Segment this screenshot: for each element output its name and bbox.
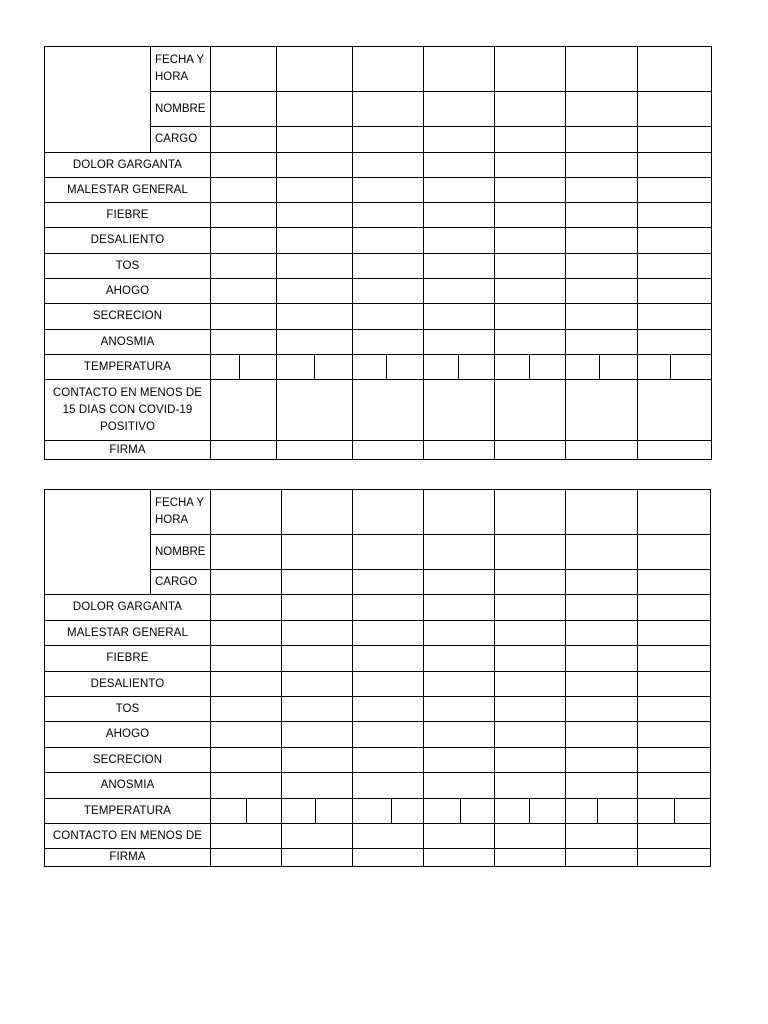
temperature-cell[interactable] (566, 799, 638, 824)
firma-cell[interactable] (495, 441, 566, 460)
symptom-cell[interactable] (353, 773, 424, 799)
temperature-cell[interactable] (638, 355, 712, 380)
fecha-hora-cell[interactable] (424, 47, 495, 92)
symptom-cell[interactable] (211, 330, 277, 355)
firma-cell[interactable] (353, 849, 424, 867)
temperature-cell[interactable] (495, 799, 566, 824)
symptom-cell[interactable] (282, 672, 353, 697)
symptom-cell[interactable] (282, 773, 353, 799)
symptom-cell[interactable] (211, 228, 277, 254)
firma-cell[interactable] (566, 849, 638, 867)
symptom-cell[interactable] (424, 228, 495, 254)
symptom-cell[interactable] (566, 773, 638, 799)
contacto-cell[interactable] (282, 824, 353, 849)
dolor-garganta-row (45, 595, 711, 621)
fecha-hora-cell[interactable] (566, 47, 638, 92)
symptom-cell[interactable] (566, 153, 638, 178)
symptom-cell[interactable] (566, 304, 638, 330)
fecha-hora-cell[interactable] (495, 490, 566, 535)
fecha-hora-cell[interactable] (638, 490, 711, 535)
symptom-cell[interactable] (495, 621, 566, 646)
fecha-hora-cell[interactable] (211, 490, 282, 535)
cargo-cell[interactable] (495, 570, 566, 595)
malestar-general-label: MALESTAR GENERAL (45, 621, 211, 646)
tos-row (45, 697, 711, 722)
nombre-cell[interactable] (566, 535, 638, 570)
nombre-cell[interactable] (353, 535, 424, 570)
fecha-hora-cell[interactable] (424, 490, 495, 535)
firma-cell[interactable] (424, 441, 495, 460)
symptom-cell[interactable] (566, 228, 638, 254)
symptom-cell[interactable] (211, 254, 277, 279)
firma-cell[interactable] (424, 849, 495, 867)
temperature-cell[interactable] (566, 355, 638, 380)
symptom-cell[interactable] (495, 672, 566, 697)
cargo-cell[interactable] (638, 127, 712, 153)
contacto-cell[interactable] (353, 824, 424, 849)
malestar-general-label: MALESTAR GENERAL (45, 178, 211, 203)
firma-cell[interactable] (211, 441, 277, 460)
nombre-cell[interactable] (638, 535, 711, 570)
symptom-cell[interactable] (211, 697, 282, 722)
nombre-label: NOMBRE (151, 535, 211, 570)
symptom-cell[interactable] (424, 254, 495, 279)
tos-label: TOS (45, 254, 211, 279)
symptom-cell[interactable] (495, 748, 566, 773)
nombre-cell[interactable] (424, 535, 495, 570)
symptom-cell[interactable] (353, 697, 424, 722)
symptom-cell[interactable] (424, 203, 495, 228)
symptom-cell[interactable] (495, 722, 566, 748)
fiebre-label: FIEBRE (45, 646, 211, 672)
symptom-cell[interactable] (282, 748, 353, 773)
symptom-cell[interactable] (282, 646, 353, 672)
firma-label: FIRMA (45, 441, 211, 460)
symptom-cell[interactable] (424, 279, 495, 304)
symptom-cell[interactable] (424, 748, 495, 773)
symptom-cell[interactable] (211, 672, 282, 697)
symptom-cell[interactable] (495, 304, 566, 330)
symptom-cell[interactable] (424, 621, 495, 646)
contacto-cell[interactable] (424, 380, 495, 441)
desaliento-label: DESALIENTO (45, 672, 211, 697)
symptom-cell[interactable] (495, 279, 566, 304)
temperatura-label: TEMPERATURA (45, 799, 211, 824)
symptom-cell[interactable] (211, 279, 277, 304)
malestar-general-row (45, 178, 712, 203)
secrecion-label: SECRECION (45, 748, 211, 773)
contacto-row (45, 824, 711, 849)
symptom-cell[interactable] (277, 254, 353, 279)
contacto-cell[interactable] (211, 824, 282, 849)
contacto-cell[interactable] (495, 824, 566, 849)
nombre-cell[interactable] (566, 92, 638, 127)
symptom-cell[interactable] (277, 153, 353, 178)
secrecion-label: SECRECION (45, 304, 211, 330)
fiebre-row (45, 203, 712, 228)
firma-cell[interactable] (638, 849, 711, 867)
symptom-cell[interactable] (353, 279, 424, 304)
temperatura-row (45, 799, 711, 824)
symptom-cell[interactable] (353, 672, 424, 697)
firma-row (45, 849, 711, 867)
symptom-cell[interactable] (638, 228, 712, 254)
ahogo-label: AHOGO (45, 722, 211, 748)
symptom-cell[interactable] (638, 203, 712, 228)
symptom-cell[interactable] (424, 330, 495, 355)
cargo-cell[interactable] (566, 570, 638, 595)
symptom-cell[interactable] (424, 304, 495, 330)
nombre-label: NOMBRE (151, 92, 211, 127)
ahogo-row (45, 279, 712, 304)
dolor-garganta-label: DOLOR GARGANTA (45, 595, 211, 621)
ahogo-label: AHOGO (45, 279, 211, 304)
anosmia-row (45, 773, 711, 799)
symptom-cell[interactable] (424, 178, 495, 203)
fecha-hora-cell[interactable] (495, 47, 566, 92)
cargo-cell[interactable] (638, 570, 711, 595)
header-blank-cell (45, 490, 151, 595)
contacto-cell[interactable] (638, 824, 711, 849)
nombre-cell[interactable] (424, 92, 495, 127)
symptom-cell[interactable] (353, 646, 424, 672)
symptom-cell[interactable] (638, 621, 711, 646)
temperature-cell[interactable] (424, 799, 495, 824)
symptom-cell[interactable] (495, 153, 566, 178)
symptom-cell[interactable] (566, 178, 638, 203)
symptom-cell[interactable] (424, 773, 495, 799)
symptom-cell[interactable] (353, 304, 424, 330)
symptom-cell[interactable] (495, 330, 566, 355)
cargo-cell[interactable] (566, 127, 638, 153)
cargo-cell[interactable] (277, 127, 353, 153)
fecha-hora-cell[interactable] (277, 47, 353, 92)
symptom-cell[interactable] (211, 304, 277, 330)
symptom-cell[interactable] (566, 595, 638, 621)
symptom-cell[interactable] (566, 722, 638, 748)
symptom-cell[interactable] (353, 722, 424, 748)
symptom-cell[interactable] (353, 330, 424, 355)
symptom-cell[interactable] (495, 228, 566, 254)
symptom-cell[interactable] (282, 621, 353, 646)
symptom-cell[interactable] (495, 697, 566, 722)
cargo-cell[interactable] (211, 127, 277, 153)
firma-cell[interactable] (277, 441, 353, 460)
symptom-cell[interactable] (277, 178, 353, 203)
symptom-cell[interactable] (566, 672, 638, 697)
cargo-cell[interactable] (353, 127, 424, 153)
contacto-cell[interactable] (424, 824, 495, 849)
firma-cell[interactable] (495, 849, 566, 867)
fecha-hora-label: FECHA Y HORA (151, 47, 211, 92)
contacto-cell[interactable] (566, 824, 638, 849)
cargo-cell[interactable] (424, 127, 495, 153)
dolor-garganta-label: DOLOR GARGANTA (45, 153, 211, 178)
symptom-cell[interactable] (211, 153, 277, 178)
symptom-cell[interactable] (211, 748, 282, 773)
symptom-cell[interactable] (424, 697, 495, 722)
symptom-cell[interactable] (277, 228, 353, 254)
temperature-cell[interactable] (211, 355, 277, 380)
symptom-form-2 (44, 489, 711, 867)
symptom-cell[interactable] (638, 595, 711, 621)
symptom-cell[interactable] (353, 228, 424, 254)
fecha-hora-cell[interactable] (638, 47, 712, 92)
symptom-cell[interactable] (277, 330, 353, 355)
cargo-cell[interactable] (495, 127, 566, 153)
dolor-garganta-row (45, 153, 712, 178)
secrecion-row (45, 748, 711, 773)
symptom-cell[interactable] (277, 279, 353, 304)
symptom-cell[interactable] (282, 595, 353, 621)
symptom-cell[interactable] (424, 595, 495, 621)
symptom-cell[interactable] (495, 595, 566, 621)
secrecion-row (45, 304, 712, 330)
symptom-cell[interactable] (353, 254, 424, 279)
temperatura-label: TEMPERATURA (45, 355, 211, 380)
header-blank-cell (45, 47, 151, 153)
contacto-cell[interactable] (277, 380, 353, 441)
symptom-cell[interactable] (638, 697, 711, 722)
symptom-cell[interactable] (211, 595, 282, 621)
nombre-cell[interactable] (211, 535, 282, 570)
symptom-cell[interactable] (638, 153, 712, 178)
temperature-cell[interactable] (495, 355, 566, 380)
symptom-cell[interactable] (353, 153, 424, 178)
firma-cell[interactable] (638, 441, 712, 460)
symptom-cell[interactable] (566, 748, 638, 773)
contacto-cell[interactable] (566, 380, 638, 441)
symptom-cell[interactable] (353, 178, 424, 203)
symptom-cell[interactable] (566, 621, 638, 646)
temperature-cell[interactable] (282, 799, 353, 824)
nombre-cell[interactable] (638, 92, 712, 127)
temperature-cell[interactable] (211, 799, 282, 824)
temperature-cell[interactable] (638, 799, 711, 824)
symptom-cell[interactable] (424, 722, 495, 748)
symptom-cell[interactable] (566, 254, 638, 279)
symptom-cell[interactable] (211, 722, 282, 748)
fecha-hora-label: FECHA Y HORA (151, 490, 211, 535)
nombre-cell[interactable] (277, 92, 353, 127)
fecha-hora-cell[interactable] (566, 490, 638, 535)
nombre-cell[interactable] (211, 92, 277, 127)
fecha-hora-cell[interactable] (353, 490, 424, 535)
contacto-label: CONTACTO EN MENOS DE 15 DIAS CON COVID-19 POSITIVO (45, 380, 211, 441)
cargo-cell[interactable] (282, 570, 353, 595)
symptom-cell[interactable] (638, 672, 711, 697)
symptom-cell[interactable] (566, 646, 638, 672)
nombre-cell[interactable] (495, 535, 566, 570)
symptom-cell[interactable] (495, 646, 566, 672)
temperature-cell[interactable] (277, 355, 353, 380)
desaliento-row (45, 228, 712, 254)
fecha-hora-cell[interactable] (282, 490, 353, 535)
symptom-cell[interactable] (638, 279, 712, 304)
symptom-cell[interactable] (277, 304, 353, 330)
symptom-cell[interactable] (353, 203, 424, 228)
symptom-form-1 (44, 46, 712, 460)
nombre-cell[interactable] (495, 92, 566, 127)
symptom-cell[interactable] (211, 773, 282, 799)
contacto-label: CONTACTO EN MENOS DE (45, 824, 211, 849)
symptom-cell[interactable] (566, 330, 638, 355)
nombre-cell[interactable] (353, 92, 424, 127)
symptom-cell[interactable] (495, 773, 566, 799)
symptom-cell[interactable] (566, 279, 638, 304)
symptom-cell[interactable] (211, 203, 277, 228)
cargo-label: CARGO (151, 127, 211, 153)
firma-cell[interactable] (211, 849, 282, 867)
anosmia-label: ANOSMIA (45, 330, 211, 355)
symptom-cell[interactable] (282, 697, 353, 722)
symptom-cell[interactable] (424, 153, 495, 178)
cargo-label: CARGO (151, 570, 211, 595)
contacto-cell[interactable] (353, 380, 424, 441)
firma-label: FIRMA (45, 849, 211, 867)
malestar-general-row (45, 621, 711, 646)
contacto-cell[interactable] (211, 380, 277, 441)
contacto-row (45, 380, 712, 441)
temperature-cell[interactable] (353, 355, 424, 380)
cargo-cell[interactable] (353, 570, 424, 595)
symptom-cell[interactable] (353, 595, 424, 621)
ahogo-row (45, 722, 711, 748)
symptom-cell[interactable] (638, 646, 711, 672)
firma-cell[interactable] (353, 441, 424, 460)
temperature-cell[interactable] (353, 799, 424, 824)
symptom-cell[interactable] (495, 254, 566, 279)
symptom-cell[interactable] (638, 773, 711, 799)
symptom-cell[interactable] (638, 748, 711, 773)
anosmia-label: ANOSMIA (45, 773, 211, 799)
symptom-cell[interactable] (638, 178, 712, 203)
cargo-cell[interactable] (211, 570, 282, 595)
symptom-cell[interactable] (424, 646, 495, 672)
fecha-hora-cell[interactable] (353, 47, 424, 92)
symptom-cell[interactable] (495, 178, 566, 203)
tos-row (45, 254, 712, 279)
nombre-cell[interactable] (282, 535, 353, 570)
symptom-cell[interactable] (638, 722, 711, 748)
symptom-cell[interactable] (638, 330, 712, 355)
desaliento-row (45, 672, 711, 697)
firma-cell[interactable] (282, 849, 353, 867)
fiebre-row (45, 646, 711, 672)
fecha-hora-cell[interactable] (211, 47, 277, 92)
temperatura-row (45, 355, 712, 380)
symptom-cell[interactable] (353, 748, 424, 773)
fiebre-label: FIEBRE (45, 203, 211, 228)
contacto-cell[interactable] (495, 380, 566, 441)
anosmia-row (45, 330, 712, 355)
tos-label: TOS (45, 697, 211, 722)
symptom-cell[interactable] (424, 672, 495, 697)
symptom-cell[interactable] (495, 203, 566, 228)
fecha-hora-row (45, 47, 712, 92)
symptom-cell[interactable] (566, 203, 638, 228)
symptom-cell[interactable] (211, 621, 282, 646)
symptom-cell[interactable] (211, 178, 277, 203)
symptom-cell[interactable] (638, 254, 712, 279)
fecha-hora-row (45, 490, 711, 535)
symptom-cell[interactable] (638, 304, 712, 330)
symptom-cell[interactable] (566, 697, 638, 722)
firma-cell[interactable] (566, 441, 638, 460)
temperature-cell[interactable] (424, 355, 495, 380)
contacto-cell[interactable] (638, 380, 712, 441)
symptom-cell[interactable] (211, 646, 282, 672)
symptom-cell[interactable] (353, 621, 424, 646)
desaliento-label: DESALIENTO (45, 228, 211, 254)
cargo-cell[interactable] (424, 570, 495, 595)
firma-row (45, 441, 712, 460)
symptom-cell[interactable] (277, 203, 353, 228)
symptom-cell[interactable] (282, 722, 353, 748)
